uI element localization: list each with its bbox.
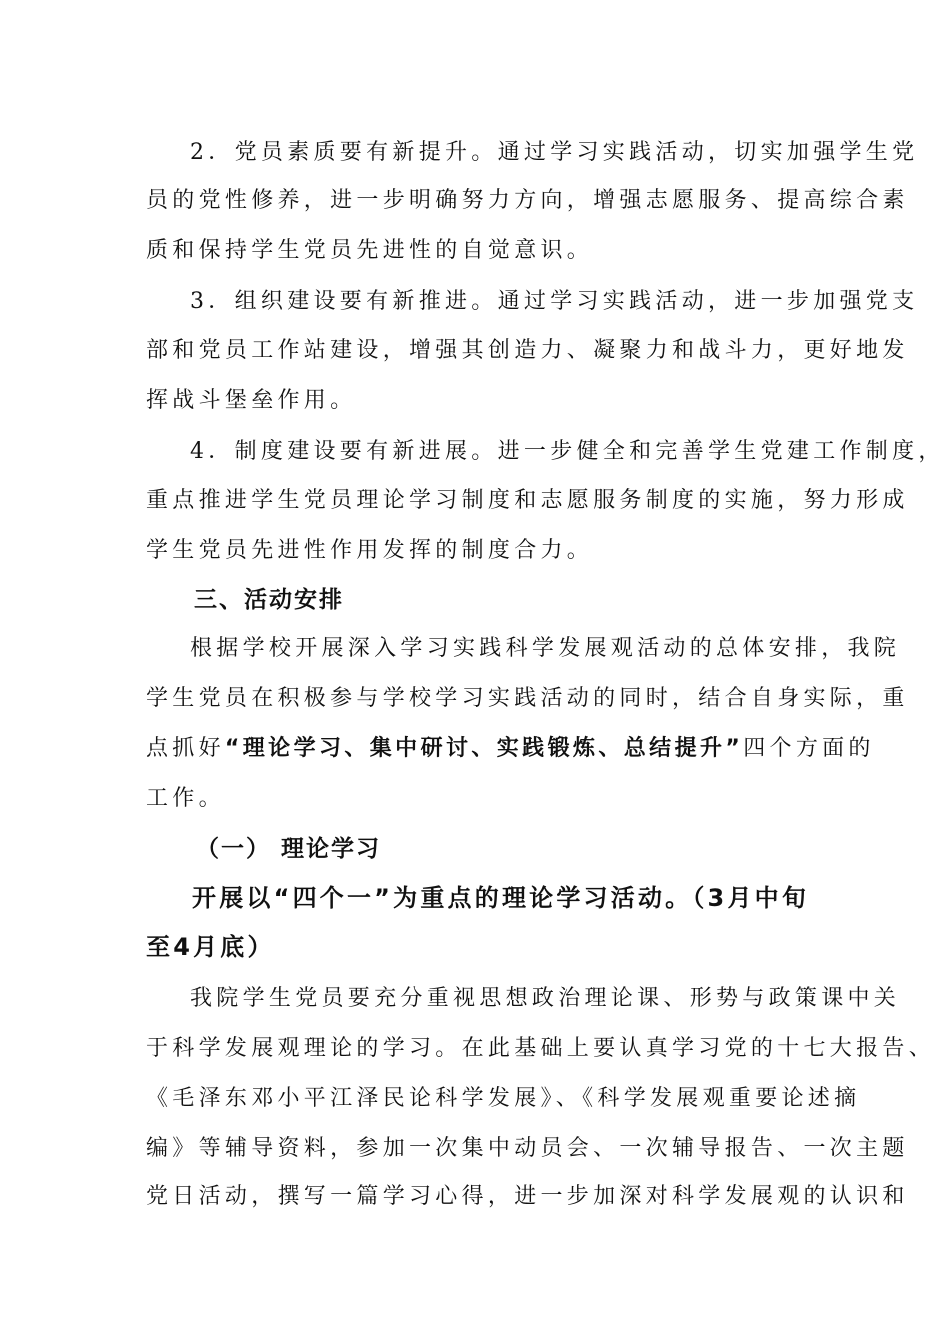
paragraph-4-line-2: 重点推进学生党员理论学习制度和志愿服务制度的实施，努力形成 bbox=[146, 488, 909, 513]
study-line-3: 《毛泽东邓小平江泽民论科学发展》、《科学发展观重要论述摘 bbox=[146, 1086, 861, 1111]
study-line-1: 我院学生党员要充分重视思想政治理论课、形势与政策课中关 bbox=[190, 986, 901, 1011]
section-3-heading: 三、活动安排 bbox=[194, 587, 344, 613]
paragraph-4-line-1: 4．制度建设要有新进展。进一步健全和完善学生党建工作制度， bbox=[190, 439, 945, 464]
subsection-1-title-line-2: 至4月底） bbox=[146, 933, 275, 961]
study-line-2: 于科学发展观理论的学习。在此基础上要认真学习党的十七大报告、 bbox=[146, 1036, 936, 1061]
arrangement-line-3-start: 点抓好 bbox=[146, 736, 225, 761]
arrangement-line-3 bbox=[146, 734, 875, 764]
paragraph-3-line-2: 部和党员工作站建设，增强其创造力、凝聚力和战斗力，更好地发 bbox=[146, 338, 909, 363]
paragraph-2-line-2: 员的党性修养，进一步明确努力方向，增强志愿服务、提高综合素 bbox=[146, 188, 909, 213]
arrangement-line-2: 学生党员在积极参与学校学习实践活动的同时，结合自身实际，重 bbox=[146, 686, 909, 711]
subsection-1-heading: （一） 理论学习 bbox=[196, 836, 382, 862]
paragraph-2-line-1: 2．党员素质要有新提升。通过学习实践活动，切实加强学生党 bbox=[190, 140, 919, 165]
four-aspects-emphasis: “理论学习、集中研讨、实践锻炼、总结提升” bbox=[224, 736, 744, 761]
paragraph-2-line-3: 质和保持学生党员先进性的自觉意识。 bbox=[146, 238, 594, 263]
arrangement-line-3-end: 四个方面的 bbox=[743, 736, 875, 761]
arrangement-line-1: 根据学校开展深入学习实践科学发展观活动的总体安排，我院 bbox=[190, 636, 901, 661]
paragraph-3-line-1: 3．组织建设要有新推进。通过学习实践活动，进一步加强党支 bbox=[190, 289, 919, 314]
subsection-1-title-line-1: 开展以“四个一”为重点的理论学习活动。（3月中旬 bbox=[192, 884, 810, 912]
paragraph-3-line-3: 挥战斗堡垒作用。 bbox=[146, 388, 357, 413]
paragraph-4-line-3: 学生党员先进性作用发挥的制度合力。 bbox=[146, 538, 594, 563]
study-line-5: 党日活动，撰写一篇学习心得，进一步加深对科学发展观的认识和 bbox=[146, 1184, 909, 1209]
study-line-4: 编》等辅导资料，参加一次集中动员会、一次辅导报告、一次主题 bbox=[146, 1136, 909, 1161]
arrangement-line-4: 工作。 bbox=[146, 786, 225, 811]
